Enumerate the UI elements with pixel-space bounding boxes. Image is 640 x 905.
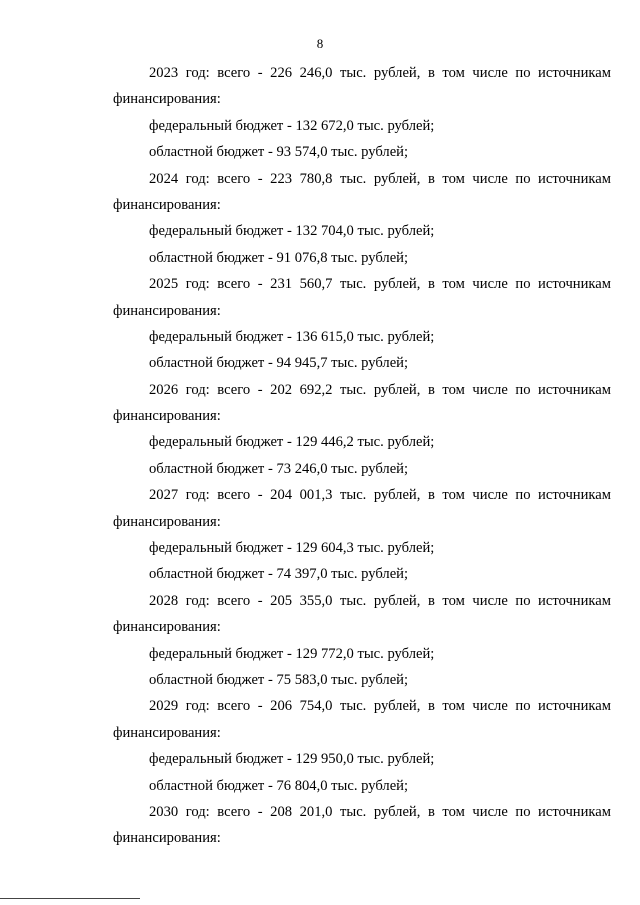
funding-year-block — [113, 166, 611, 272]
footer-rule — [0, 898, 140, 899]
federal-budget-line: федеральный бюджет - 132 704,0 тыс. рублей; — [149, 223, 435, 240]
federal-budget-line: федеральный бюджет - 136 615,0 тыс. рублей; — [149, 328, 435, 345]
regional-budget-line: областной бюджет - 91 076,8 тыс. рублей; — [149, 249, 409, 266]
funding-sources-label: финансирования: — [113, 513, 221, 530]
funding-sources-label: финансирования: — [113, 302, 221, 319]
regional-budget-line: областной бюджет - 93 574,0 тыс. рублей; — [149, 144, 409, 161]
funding-sources-label: финансирования: — [113, 724, 221, 741]
year-total-line: 2026 год: всего - 202 692,2 тыс. рублей, в том числе по источникам — [149, 381, 611, 398]
funding-sources-label: финансирования: — [113, 830, 221, 847]
federal-budget-line: федеральный бюджет - 129 772,0 тыс. рублей; — [149, 645, 435, 662]
year-total-line: 2025 год: всего - 231 560,7 тыс. рублей, в том числе по источникам — [149, 276, 611, 293]
regional-budget-line: областной бюджет - 94 945,7 тыс. рублей; — [149, 355, 409, 372]
funding-year-block — [113, 482, 611, 588]
year-total-line: 2030 год: всего - 208 201,0 тыс. рублей, в том числе по источникам — [149, 803, 611, 820]
funding-year-block — [113, 693, 611, 799]
funding-sources-label: финансирования: — [113, 408, 221, 425]
year-total-line: 2028 год: всего - 205 355,0 тыс. рублей, в том числе по источникам — [149, 592, 611, 609]
funding-sources-label: финансирования: — [113, 91, 221, 108]
regional-budget-line: областной бюджет - 76 804,0 тыс. рублей; — [149, 777, 409, 794]
federal-budget-line: федеральный бюджет - 132 672,0 тыс. рублей; — [149, 117, 435, 134]
regional-budget-line: областной бюджет - 74 397,0 тыс. рублей; — [149, 566, 409, 583]
funding-year-block — [113, 377, 611, 483]
funding-year-block — [113, 799, 611, 852]
year-total-line: 2023 год: всего - 226 246,0 тыс. рублей, в том числе по источникам — [149, 65, 611, 81]
funding-year-block — [113, 588, 611, 694]
federal-budget-line: федеральный бюджет - 129 446,2 тыс. рублей; — [149, 434, 435, 451]
funding-year-block — [113, 60, 611, 166]
page-number: 8 — [316, 36, 324, 51]
year-total-line: 2024 год: всего - 223 780,8 тыс. рублей, в том числе по источникам — [149, 170, 611, 187]
funding-sources-label: финансирования: — [113, 196, 221, 213]
year-total-line: 2029 год: всего - 206 754,0 тыс. рублей, в том числе по источникам — [149, 698, 611, 715]
year-total-line: 2027 год: всего - 204 001,3 тыс. рублей, в том числе по источникам — [149, 487, 611, 504]
regional-budget-line: областной бюджет - 75 583,0 тыс. рублей; — [149, 671, 409, 688]
funding-sources-label: финансирования: — [113, 619, 221, 636]
federal-budget-line: федеральный бюджет - 129 950,0 тыс. рублей; — [149, 751, 435, 768]
funding-year-block — [113, 271, 611, 377]
regional-budget-line: областной бюджет - 73 246,0 тыс. рублей; — [149, 460, 409, 477]
document-body — [113, 60, 611, 852]
federal-budget-line: федеральный бюджет - 129 604,3 тыс. рублей; — [149, 540, 435, 557]
